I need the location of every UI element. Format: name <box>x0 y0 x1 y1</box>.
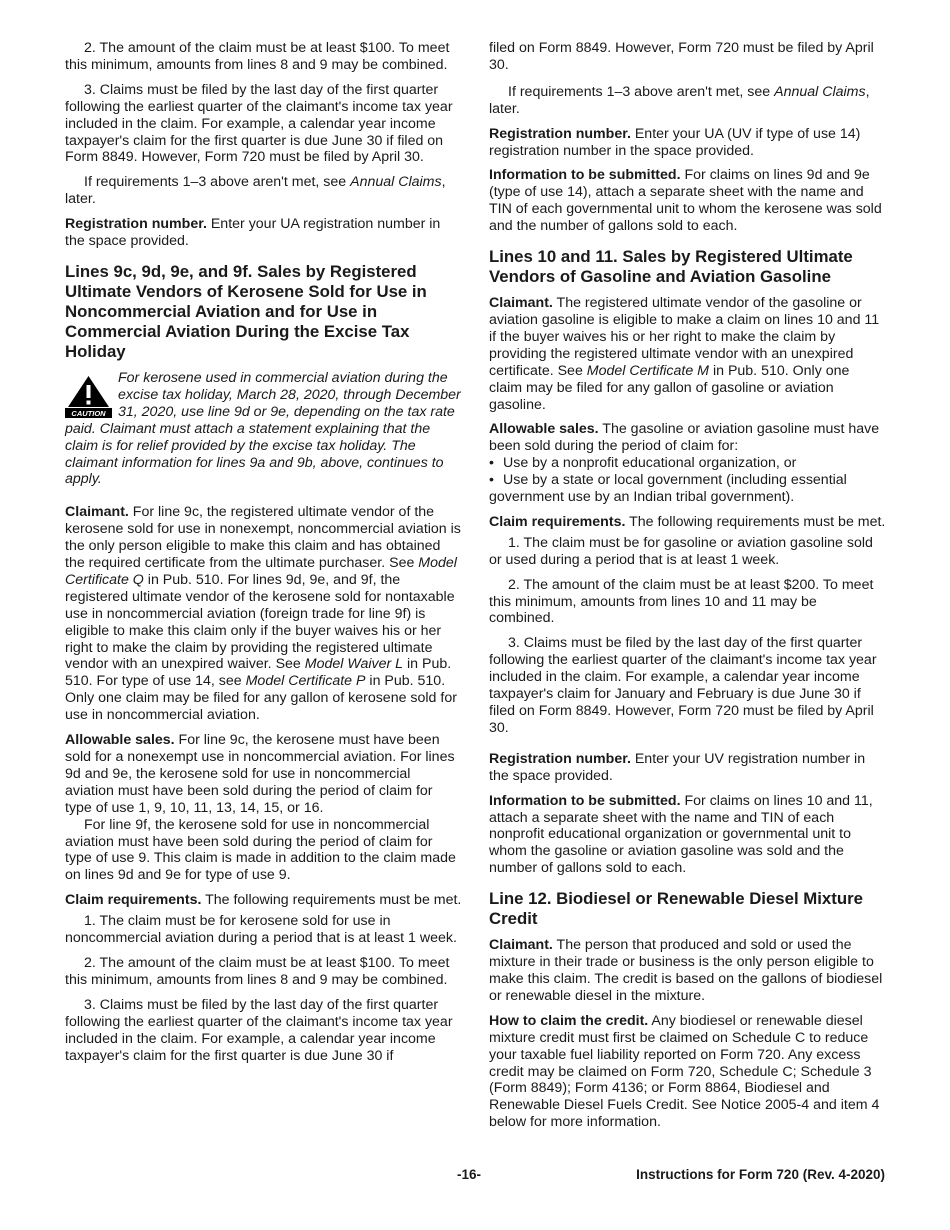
claim-requirements-paragraph: Claim requirements. The following requirements must be met. <box>489 513 886 530</box>
bullet-nonprofit: • Use by a nonprofit educational organization, or <box>489 455 886 472</box>
section-heading-lines-9c-9f: Lines 9c, 9d, 9e, and 9f. Sales by Registered Ultimate Vendors of Kerosene Sold for Use in Noncommercial Aviation and for Use in Commercial Aviation During the Excise Tax Holiday <box>65 261 427 361</box>
requirement-3: 3. Claims must be filed by the last day of the first quarter following the earliest quarter of the claimant's income tax year included in the claim. For example, a calendar year income taxpayer's claim for January and February is due June 30 if filed on Form 8849. However, Form 720 must be filed by April 30. <box>489 635 877 736</box>
allowable-sales-paragraph: Allowable sales. For line 9c, the kerosene must have been sold for a nonexempt use in noncommercial aviation. For lines 9d and 9e, the kerosene sold for use in noncommercial aviation must have been sold during the period of claim for type of use 1, 9, 10, 11, 13, 14, 15, or 16. <box>65 732 455 816</box>
requirement-2: 2. The amount of the claim must be at least $100. To meet this minimum, amounts from lines 8 and 9 may be combined. <box>65 954 450 988</box>
caution-label: CAUTION <box>71 408 106 418</box>
information-submitted-paragraph: Information to be submitted. For claims on lines 9d and 9e (type of use 14), attach a separate sheet with the name and TIN of each governmental unit to whom the kerosene was sold and the number of gallons sold to each. <box>489 167 882 235</box>
left-column <box>65 40 462 1064</box>
form-reference: Instructions for Form 720 (Rev. 4-2020) <box>636 1167 885 1182</box>
caution-warning-icon <box>65 374 112 418</box>
information-submitted-paragraph-2: Information to be submitted. For claims on lines 10 and 11, attach a separate sheet with the name and TIN of each nonprofit educational organization or governmental unit to whom the gasoline or aviation gasoline was sold and the number of gallons sold to each. <box>489 792 873 877</box>
continued-paragraph: filed on Form 8849. However, Form 720 must be filed by April 30. <box>489 40 874 73</box>
requirement-3: 3. Claims must be filed by the last day of the first quarter following the earliest quarter of the claimant's income tax year included in the claim. For example, a calendar year income taxpayer's claim for the first quarter is due June 30 if <box>65 996 453 1064</box>
claim-minimum-paragraph: 2. The amount of the claim must be at least $100. To meet this minimum, amounts from lines 8 and 9 may be combined. <box>65 40 450 73</box>
claim-deadline-paragraph: 3. Claims must be filed by the last day of the first quarter following the earliest quarter of the claimant's income tax year included in the claim. For example, a calendar year income taxpayer's claim for the first quarter is due June 30 if filed on Form 8849. However, Form 720 must be filed by April 30. <box>65 81 453 166</box>
claimant-paragraph: Claimant. The registered ultimate vendor of the gasoline or aviation gasoline is eligible to make a claim on lines 10 and 11 if the buyer waives his or her right to make the claim by providing the registered ultimate vendor with an unexpired certificate. See Model Certificate M in Pub. 510. Only one claim may be filed for any gallon of gasoline or aviation gasoline. <box>489 295 880 413</box>
bullet-government: • Use by a state or local government (including essential government use by an Indian tribal government). <box>489 472 886 506</box>
how-to-claim-paragraph: How to claim the credit. Any biodiesel or renewable diesel mixture credit must first be claimed on Schedule C to reduce your taxable fuel liability reported on Form 720. Any excess credit may be claimed on Form 720, Schedule C; Schedule 3 (Form 8849); Form 4136; or Form 8864, Biodiesel and Renewable Diesel Fuels Credit. See Notice 2005-4 and item 4 below for more information. <box>489 1012 880 1131</box>
requirement-1: 1. The claim must be for gasoline or aviation gasoline sold or used during a period that is at least 1 week. <box>489 534 873 568</box>
section-heading-line-12: Line 12. Biodiesel or Renewable Diesel Mixture Credit <box>489 889 863 929</box>
claim-requirements-paragraph: Claim requirements. The following requirements must be met. <box>65 892 462 909</box>
claimant-paragraph: Claimant. For line 9c, the registered ultimate vendor of the kerosene sold for use in nonexempt, noncommercial aviation is the only person eligible to make this claim and has obtained the required certificate from the ultimate purchaser. See Model Certificate Q in Pub. 510. For lines 9d, 9e, and 9f, the registered ultimate vendor of the kerosene sold for nontaxable use in noncommercial aviation (foreign trade for line 9f) is eligible to make this claim only if the buyer waives his or her right to make the claim by providing the registered ultimate vendor with an unexpired waiver. See Model Waiver L in Pub. 510. For type of use 14, see Model Certificate P in Pub. 510. Only one claim may be filed for any gallon of kerosene sold for use in noncommercial aviation. <box>65 504 461 724</box>
section-heading-lines-10-11: Lines 10 and 11. Sales by Registered Ultimate Vendors of Gasoline and Aviation Gasoline <box>489 247 853 287</box>
line-9f-paragraph: For line 9f, the kerosene sold for use in noncommercial aviation must have been sold during the period of claim for type of use 9. This claim is made in addition to the claim made on lines 9d and 9e for type of use 9. <box>65 816 456 884</box>
requirement-2: 2. The amount of the claim must be at least $200. To meet this minimum, amounts from lines 10 and 11 may be combined. <box>489 576 874 627</box>
annual-claims-paragraph: If requirements 1–3 above aren't met, see Annual Claims, later. <box>489 83 870 117</box>
page-number: -16- <box>457 1167 482 1182</box>
right-column <box>489 40 886 1131</box>
registration-number-paragraph: Registration number. Enter your UA registration number in the space provided. <box>65 216 441 250</box>
registration-number-paragraph: Registration number. Enter your UA (UV if type of use 14) registration number in the space provided. <box>489 125 861 159</box>
caution-note <box>65 370 462 488</box>
allowable-sales-paragraph: Allowable sales. The gasoline or aviation gasoline must have been sold during the period of claim for: <box>489 421 880 455</box>
claimant-paragraph-2: Claimant. The person that produced and sold or used the mixture in their trade or business is the only person eligible to make this claim. The credit is based on the gallons of biodiesel or renewable diesel in the mixture. <box>489 937 883 1004</box>
registration-number-uv-paragraph: Registration number. Enter your UV registration number in the space provided. <box>489 750 866 784</box>
annual-claims-paragraph: If requirements 1–3 above aren't met, see Annual Claims, later. <box>65 174 446 208</box>
requirement-1: 1. The claim must be for kerosene sold for use in noncommercial aviation during a period that is at least 1 week. <box>65 913 457 947</box>
caution-text: For kerosene used in commercial aviation during the excise tax holiday, March 28, 2020, through December 31, 2020, use line 9d or 9e, depending on the tax rate paid. Claimant must attach a statement explaining that the claim is for relief provided by the excise tax holiday. The claimant information for lines 9a and 9b, above, continues to apply. <box>65 369 461 488</box>
